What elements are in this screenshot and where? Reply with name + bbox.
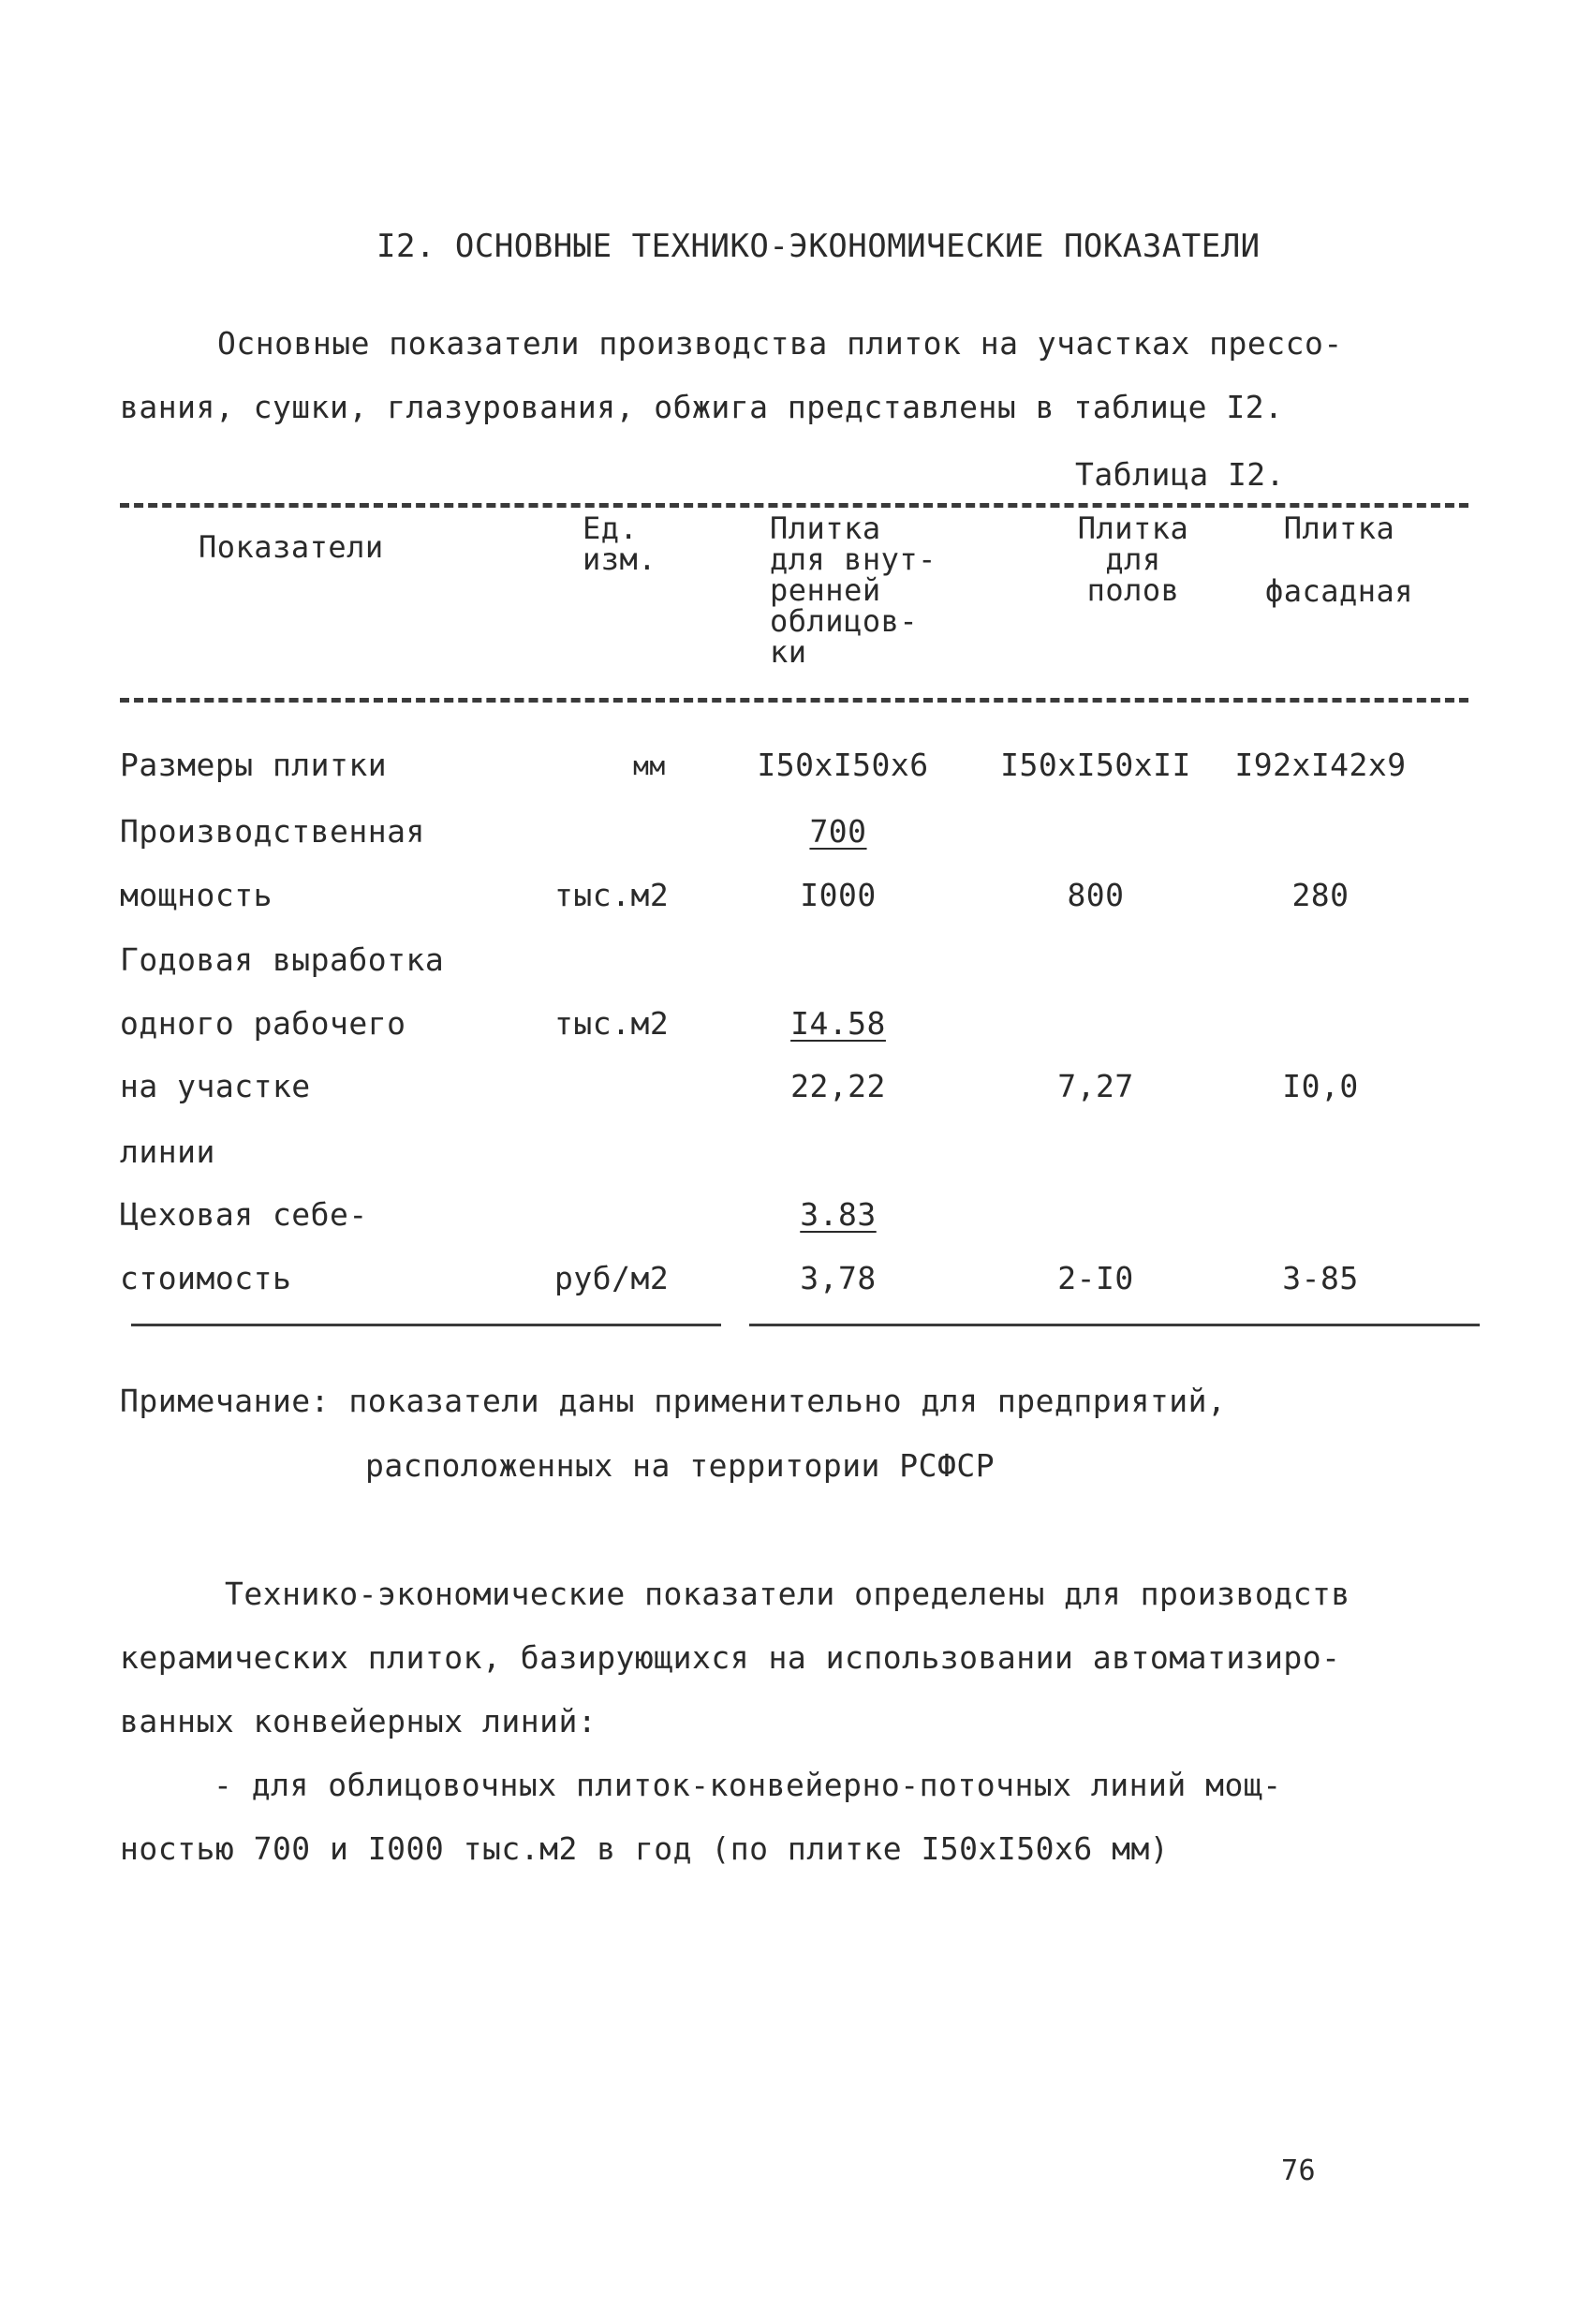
row-cost-v1: 3,78 (800, 1260, 877, 1296)
header-tile-facade-1: Плитка (1283, 511, 1395, 546)
row-cost-unit: руб/м2 (554, 1260, 670, 1296)
body-line-5: ностью 700 и I000 тыс.м2 в год (по плитке I50xI50x6 мм) (120, 1830, 1170, 1867)
row-output-v1-top: I4.58 (790, 1005, 886, 1042)
row-output-label-3: на участке (120, 1068, 311, 1104)
row-output-label-4: линии (120, 1133, 215, 1170)
row-output-v2: 7,27 (1057, 1068, 1134, 1104)
row-capacity-v3: 280 (1291, 877, 1350, 913)
body-line-1: Технико-экономические показатели определены для производств (225, 1576, 1350, 1612)
intro-line-1: Основные показатели производства плиток на участках прессо- (217, 325, 1343, 362)
page-number: 76 (1281, 2154, 1317, 2187)
row-capacity-unit: тыс.м2 (554, 877, 670, 913)
header-unit: Ед. изм. (583, 511, 657, 577)
table-caption: Таблица I2. (1075, 456, 1286, 493)
row-cost-v2: 2-I0 (1057, 1260, 1134, 1296)
row-output-v1: 22,22 (790, 1068, 886, 1104)
row-output-label-1: Годовая выработка (120, 941, 445, 978)
row-cost-label-2: стоимость (120, 1260, 292, 1296)
row-capacity-label-1: Производственная (120, 813, 425, 850)
row-cost-v1-top: 3.83 (800, 1196, 877, 1233)
row-capacity-v2: 800 (1067, 877, 1125, 913)
row-size-label: Размеры плитки (120, 747, 388, 783)
row-size-unit: мм (633, 750, 666, 781)
row-cost-v3: 3-85 (1282, 1260, 1359, 1296)
header-tile-facade-2: фасадная (1264, 573, 1414, 609)
row-cost-label-1: Цеховая себе- (120, 1196, 368, 1233)
row-size-v3: I92xI42x9 (1234, 747, 1407, 783)
header-tile-floor: Плитка для полов (1077, 511, 1189, 608)
row-size-v1: I50xI50x6 (757, 747, 929, 783)
intro-line-2: вания, сушки, глазурования, обжига представлены в таблице I2. (120, 389, 1284, 425)
note-line-1: Примечание: показатели даны применительно для предприятий, (120, 1383, 1227, 1419)
section-heading: I2. ОСНОВНЫЕ ТЕХНИКО-ЭКОНОМИЧЕСКИЕ ПОКАЗАТЕЛИ (376, 228, 1261, 265)
body-line-4: - для облицовочных плиток-конвейерно-поточных линий мощ- (214, 1767, 1282, 1803)
row-output-unit: тыс.м2 (554, 1005, 670, 1042)
row-capacity-v1-top: 700 (809, 813, 867, 850)
row-capacity-label-2: мощность (120, 877, 273, 913)
body-line-2: керамических плиток, базирующихся на использовании автоматизиро- (120, 1639, 1341, 1676)
row-size-v2: I50xI50xII (1000, 747, 1191, 783)
row-output-label-2: одного рабочего (120, 1005, 406, 1042)
table-bottom-rule-right (749, 1324, 1480, 1326)
table-bottom-rule-left (131, 1324, 721, 1326)
table-header-rule (120, 698, 1468, 703)
row-output-v3: I0,0 (1282, 1068, 1359, 1104)
row-capacity-v1: I000 (800, 877, 877, 913)
note-line-2: расположенных на территории РСФСР (365, 1447, 996, 1484)
header-indicators: Показатели (199, 529, 384, 565)
header-tile-interior: Плитка для внут- ренней облицов- ки (770, 511, 937, 670)
table-top-rule (120, 503, 1468, 508)
body-line-3: ванных конвейерных линий: (120, 1703, 597, 1739)
